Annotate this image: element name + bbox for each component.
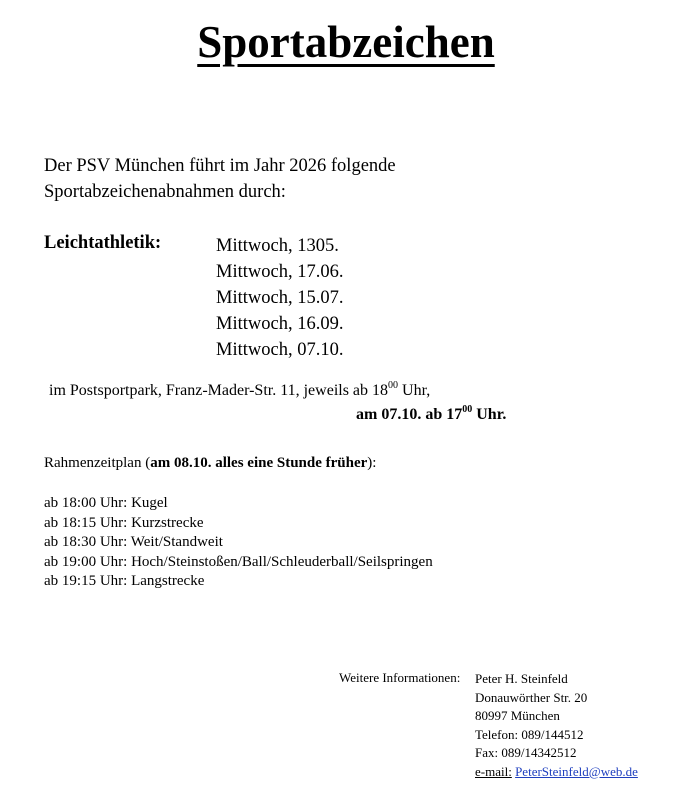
intro-line-2: Sportabzeichenabnahmen durch: [44,182,286,202]
schedule-list [44,494,433,592]
frame-plan-label: Rahmenzeitplan ( [44,455,151,471]
schedule-item: ab 18:30 Uhr: Weit/Standweit [44,534,223,550]
location-line [49,382,430,400]
date-list [216,233,343,363]
email-label: e-mail: [475,763,512,779]
contact-phone: Telefon: 089/144512 [475,726,584,742]
contact-email-line [475,763,638,782]
page-title [0,16,692,68]
exception-text: am 07.10. ab 17 [356,406,463,423]
date-item: Mittwoch, 17.06. [216,262,344,282]
exception-time-sup: 00 [462,404,473,415]
intro-line-1: Der PSV München führt im Jahr 2026 folgende [44,156,396,176]
contact-city: 80997 München [475,708,560,723]
frame-plan-heading [44,455,376,472]
location-text: im Postsportpark, Franz-Mader-Str. 11, jeweils ab 18 [49,382,389,399]
date-item: Mittwoch, 15.07. [216,288,344,308]
frame-plan-note: am 08.10. alles eine Stunde früher [150,455,368,471]
date-item: Mittwoch, 16.09. [216,314,344,334]
date-item: Mittwoch, 07.10. [216,340,344,360]
schedule-item: ab 18:00 Uhr: Kugel [44,495,168,511]
contact-label: Weitere Informationen: [339,670,461,685]
frame-plan-close: ): [367,455,377,471]
intro-text [44,153,396,205]
contact-street: Donauwörther Str. 20 [475,689,588,705]
location-time-suffix: Uhr, [398,382,431,399]
contact-fax: Fax: 089/14342512 [475,745,577,760]
exception-line [356,406,506,424]
location-time-sup: 00 [388,380,399,391]
email-link[interactable]: PeterSteinfeld@web.de [515,763,638,779]
title-text: Sportabzeichen [197,17,495,67]
schedule-item: ab 19:00 Uhr: Hoch/Steinstoßen/Ball/Schleuderball/Seilspringen [44,553,433,570]
schedule-item: ab 18:15 Uhr: Kurzstrecke [44,514,204,531]
discipline-label: Leichtathletik: [44,233,162,253]
schedule-item: ab 19:15 Uhr: Langstrecke [44,573,205,589]
contact-block [475,670,638,781]
exception-time-suffix: Uhr. [472,406,507,423]
date-item: Mittwoch, 1305. [216,236,339,256]
contact-name: Peter H. Steinfeld [475,671,568,686]
